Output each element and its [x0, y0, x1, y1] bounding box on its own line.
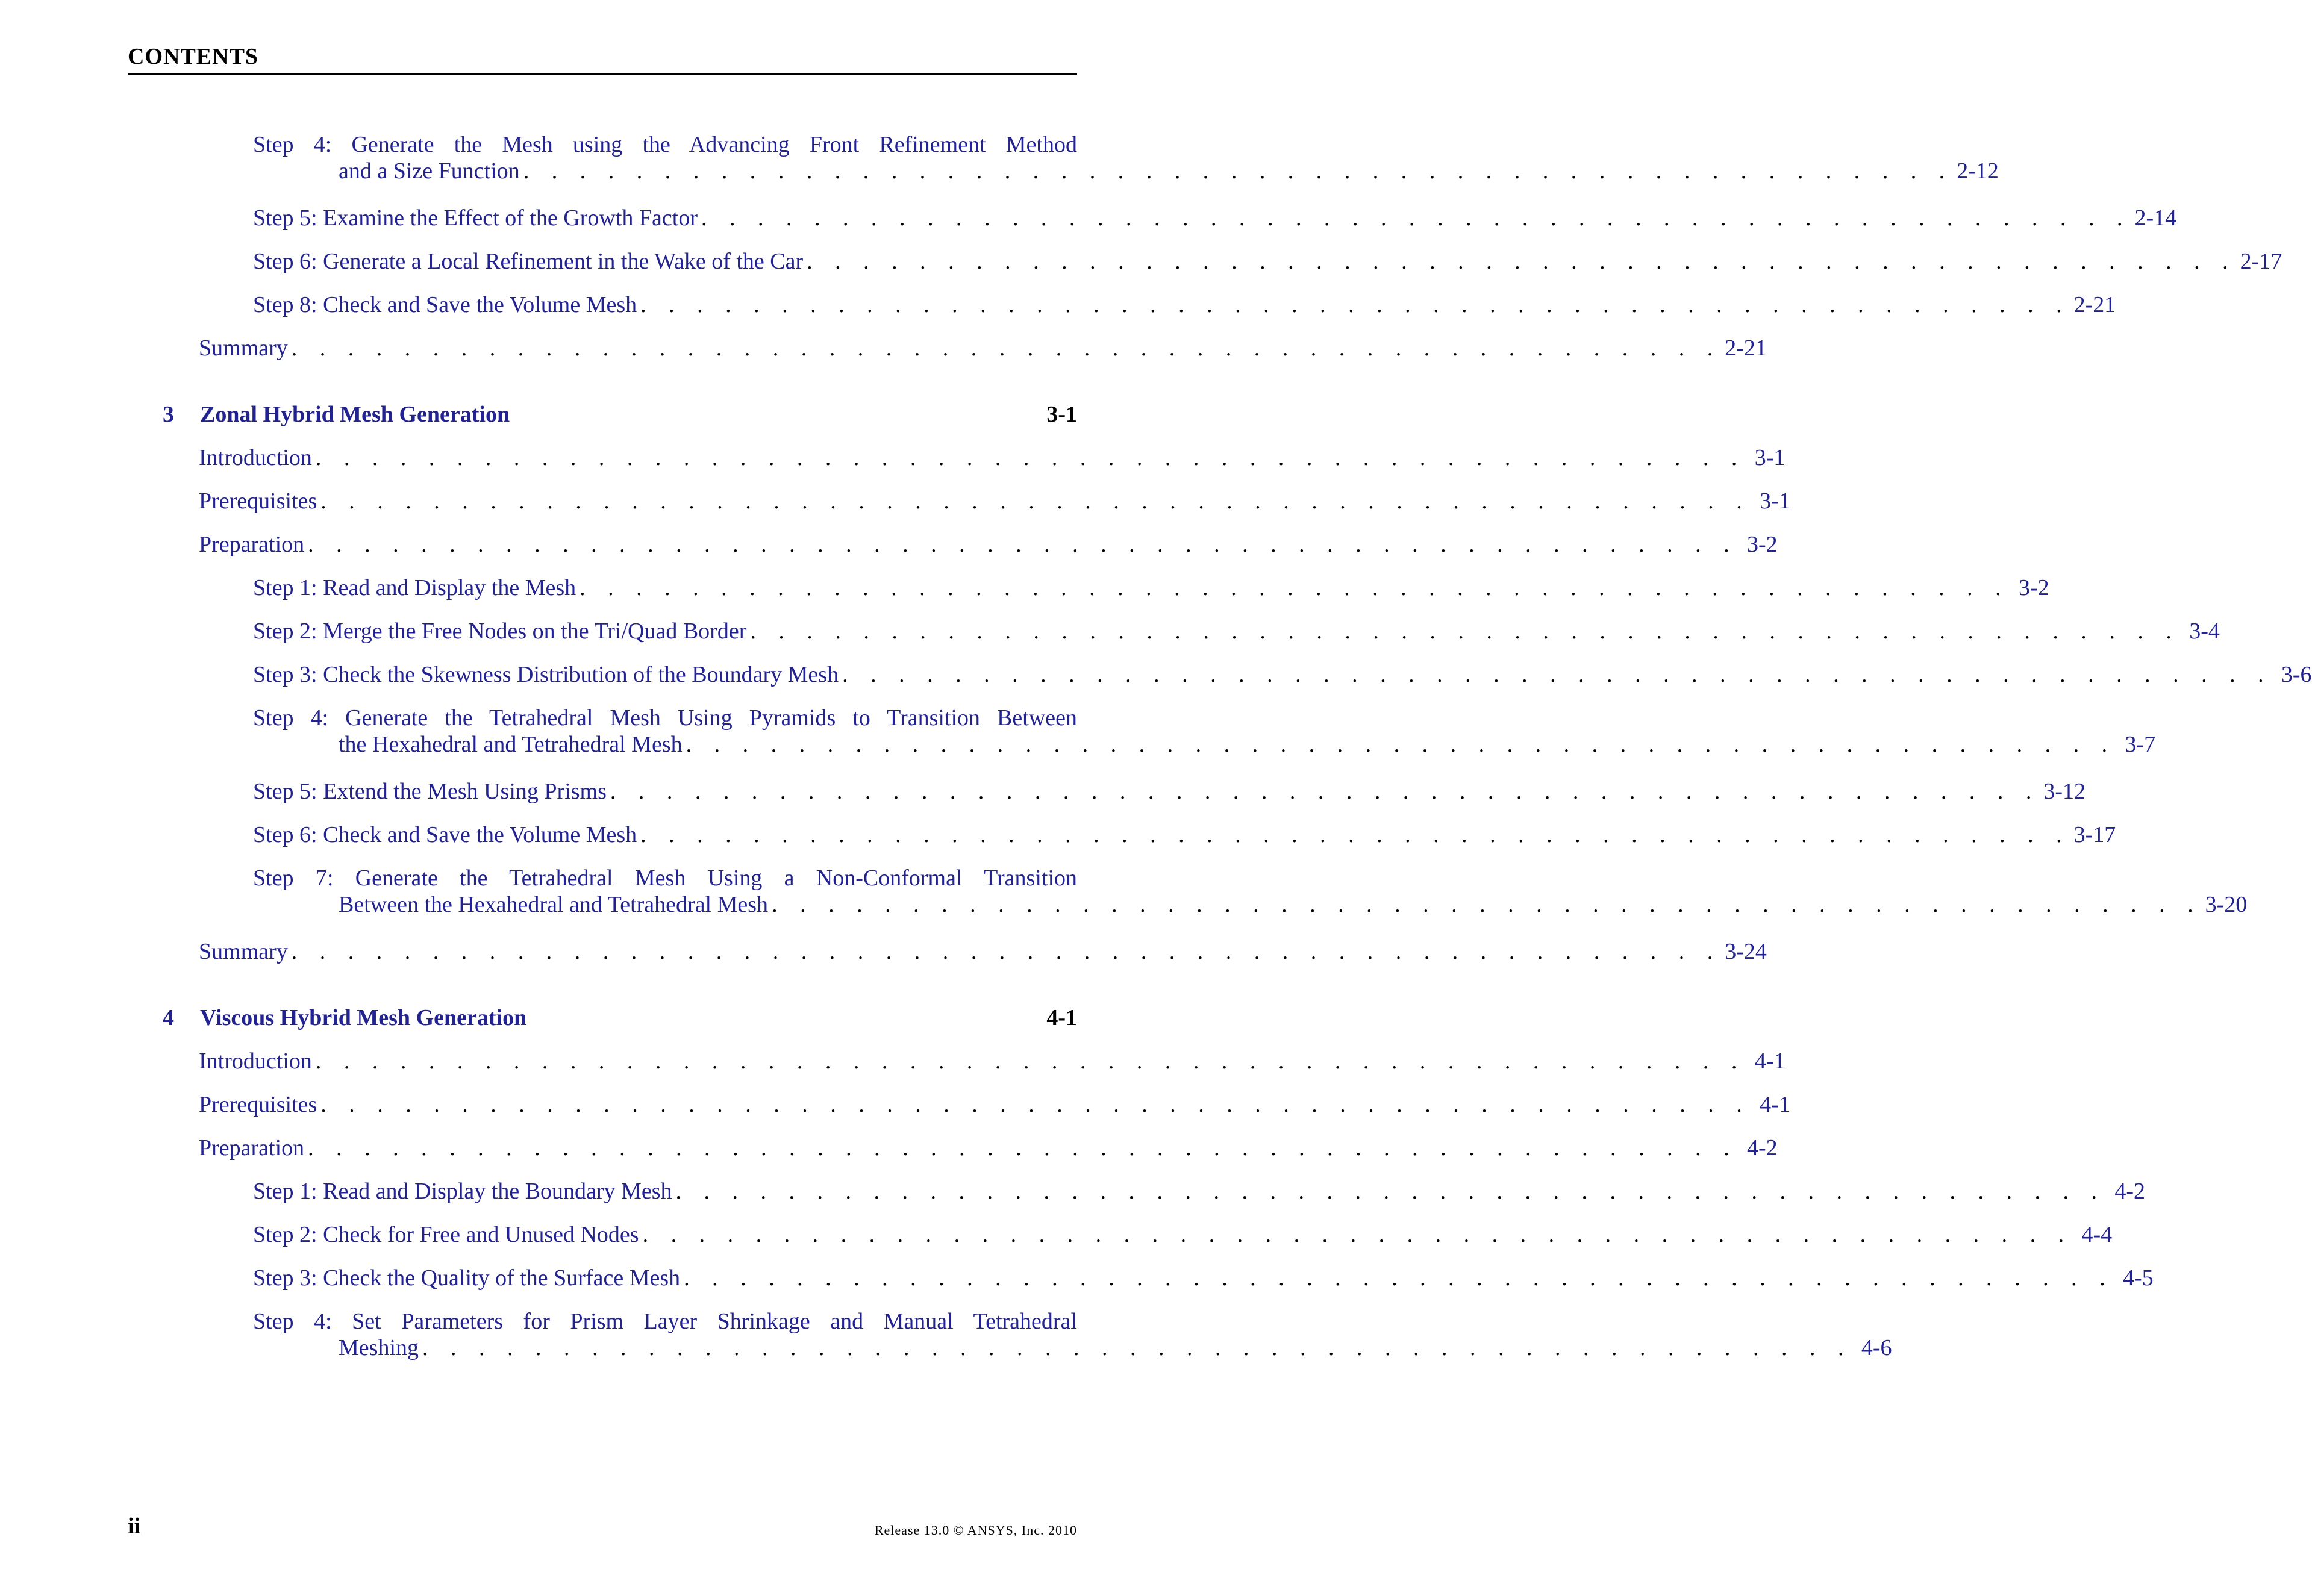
- toc-entry-title: Summary: [199, 939, 288, 964]
- toc-entry-title: Step 2: Merge the Free Nodes on the Tri/Quad Border: [253, 619, 747, 644]
- toc-entry-line1: Step 4: Generate the Mesh using the Advancing Front Refinement Method: [253, 132, 1077, 157]
- toc-entry-ch3-prerequisites[interactable]: [199, 488, 1790, 514]
- toc-entry-page: 3-1: [1754, 445, 1786, 470]
- toc-entry-ch3-step5[interactable]: [253, 778, 2086, 805]
- toc-entry-title: Between the Hexahedral and Tetrahedral Mesh: [339, 892, 769, 917]
- toc-entry-title: Introduction: [199, 1049, 312, 1074]
- toc-entry-ch4-step2[interactable]: [253, 1221, 2113, 1248]
- toc-entry-ch2-summary[interactable]: [199, 335, 1767, 361]
- dot-leader: . . . . . . . . . . . . . . . . . . . . . . . . . . . . . . . . . . . . . . . . . . . . . . . . . . .: [580, 575, 2010, 600]
- dot-leader: . . . . . . . . . . . . . . . . . . . . . . . . . . . . . . . . . . . . . . . . . . . . . . . . . . .: [291, 335, 1722, 361]
- toc-entry-ch3-summary[interactable]: [199, 938, 1767, 965]
- dot-leader: . . . . . . . . . . . . . . . . . . . . . . . . . . . . . . . . . . . . . . . . . . . . . . . . . . .: [675, 1179, 2106, 1204]
- dot-leader: . . . . . . . . . . . . . . . . . . . . . . . . . . . . . . . . . . . . . . . . . . . . . . . . . . .: [308, 1135, 1738, 1161]
- toc-entry-ch2-step8[interactable]: [253, 291, 2116, 318]
- dot-leader: . . . . . . . . . . . . . . . . . . . . . . . . . . . . . . . . . . . . . . . . . . . . . . . . . . .: [523, 158, 1954, 184]
- dot-leader: . . . . . . . . . . . . . . . . . . . . . . . . . . . . . . . . . . . . . . . . . . . . . . . . . . .: [640, 292, 2070, 317]
- dot-leader: . . . . . . . . . . . . . . . . . . . . . . . . . . . . . . . . . . . . . . . . . . . . . . . . . . .: [291, 939, 1722, 964]
- toc-entry-line1: Step 4: Generate the Tetrahedral Mesh Using Pyramids to Transition Between: [253, 705, 1077, 731]
- dot-leader: . . . . . . . . . . . . . . . . . . . . . . . . . . . . . . . . . . . . . . . . . . . . . . . . . . .: [842, 662, 2272, 687]
- toc-entry-page: 3-2: [1747, 532, 1778, 557]
- toc-entry-ch4-prerequisites[interactable]: [199, 1091, 1790, 1118]
- toc-entry-page: 4-1: [1760, 1092, 1790, 1117]
- chapter-number: 4: [163, 1005, 174, 1030]
- toc-entry-page: 3-20: [2205, 892, 2248, 917]
- dot-leader: . . . . . . . . . . . . . . . . . . . . . . . . . . . . . . . . . . . . . . . . . . . . . . . . . . .: [422, 1335, 1852, 1361]
- toc-entry-title: Preparation: [199, 532, 305, 557]
- chapter-page: 4-1: [1046, 1005, 1077, 1030]
- dot-leader: . . . . . . . . . . . . . . . . . . . . . . . . . . . . . . . . . . . . . . . . . . . . . . . . . . .: [686, 732, 2116, 757]
- toc-entry-ch3-step4[interactable]: [253, 705, 2156, 758]
- toc-entry-page: 3-1: [1760, 488, 1790, 514]
- toc-entry-title: Step 5: Examine the Effect of the Growth Factor: [253, 205, 698, 231]
- dot-leader: . . . . . . . . . . . . . . . . . . . . . . . . . . . . . . . . . . . . . . . . . . . . . . . . . . .: [642, 1222, 2073, 1247]
- toc-entry-page: 2-21: [2073, 292, 2116, 317]
- toc-entry-page: 4-4: [2081, 1222, 2113, 1247]
- toc-entry-title: Step 1: Read and Display the Boundary Mesh: [253, 1179, 672, 1204]
- dot-leader: . . . . . . . . . . . . . . . . . . . . . . . . . . . . . . . . . . . . . . . . . . . . . . . . . . .: [320, 488, 1751, 514]
- toc-entry-ch4-step3[interactable]: [253, 1265, 2154, 1291]
- dot-leader: . . . . . . . . . . . . . . . . . . . . . . . . . . . . . . . . . . . . . . . . . . . . . . . . . . .: [750, 619, 2180, 644]
- toc-entry-page: 2-17: [2240, 249, 2282, 274]
- toc-entry-page: 3-24: [1725, 939, 1767, 964]
- toc-entry-page: 3-6: [2281, 662, 2312, 687]
- toc-entry-page: 3-4: [2189, 619, 2220, 644]
- chapter-number: 3: [163, 402, 174, 427]
- toc-entry-title: Preparation: [199, 1135, 305, 1161]
- toc-entry-page: 4-6: [1861, 1335, 1892, 1361]
- dot-leader: . . . . . . . . . . . . . . . . . . . . . . . . . . . . . . . . . . . . . . . . . . . . . . . . . . .: [320, 1092, 1751, 1117]
- toc-entry-page: 3-7: [2125, 732, 2156, 757]
- footer-page-number: ii: [128, 1513, 141, 1539]
- toc-entry-ch3-step2[interactable]: [253, 618, 2220, 644]
- dot-leader: . . . . . . . . . . . . . . . . . . . . . . . . . . . . . . . . . . . . . . . . . . . . . . . . . . .: [640, 822, 2070, 847]
- toc-entry-title: Step 1: Read and Display the Mesh: [253, 575, 576, 600]
- toc-entry-ch4-preparation[interactable]: [199, 1135, 1778, 1161]
- page-header: [128, 41, 1077, 75]
- toc-entry-ch4-step4[interactable]: [253, 1308, 1892, 1361]
- toc-entry-ch2-step5[interactable]: [253, 205, 2177, 231]
- footer-release: Release 13.0 © ANSYS, Inc. 2010: [874, 1523, 1077, 1538]
- toc-entry-title: Step 6: Check and Save the Volume Mesh: [253, 822, 637, 847]
- toc-entry-title: and a Size Function: [339, 158, 520, 184]
- dot-leader: . . . . . . . . . . . . . . . . . . . . . . . . . . . . . . . . . . . . . . . . . . . . . . . . . . .: [684, 1265, 2114, 1291]
- toc-entry-title: Step 6: Generate a Local Refinement in the Wake of the Car: [253, 249, 804, 274]
- dot-leader: . . . . . . . . . . . . . . . . . . . . . . . . . . . . . . . . . . . . . . . . . . . . . . . . . . .: [315, 445, 1746, 470]
- toc-entry-title: Summary: [199, 335, 288, 361]
- toc-entry-page: 4-2: [2114, 1179, 2146, 1204]
- toc-entry-ch4-introduction[interactable]: [199, 1048, 1786, 1074]
- toc-entry-page: 4-1: [1754, 1049, 1786, 1074]
- toc-entry-page: 3-12: [2043, 779, 2086, 804]
- toc-entry-page: 2-21: [1725, 335, 1767, 361]
- toc-entry-page: 2-14: [2134, 205, 2177, 231]
- chapter-title: Zonal Hybrid Mesh Generation: [200, 402, 510, 427]
- toc-entry-ch3-step3[interactable]: [253, 661, 2312, 688]
- toc-entry-title: the Hexahedral and Tetrahedral Mesh: [339, 732, 683, 757]
- toc-entry-ch2-step6[interactable]: [253, 248, 2282, 275]
- toc-entry-ch2-step4[interactable]: [253, 131, 1999, 184]
- dot-leader: . . . . . . . . . . . . . . . . . . . . . . . . . . . . . . . . . . . . . . . . . . . . . . . . . . .: [610, 779, 2040, 804]
- toc-entry-line1: Step 4: Set Parameters for Prism Layer Shrinkage and Manual Tetrahedral: [253, 1309, 1077, 1334]
- toc-entry-title: Step 3: Check the Skewness Distribution of the Boundary Mesh: [253, 662, 839, 687]
- toc-entry-title: Introduction: [199, 445, 312, 470]
- toc-entry-ch4-step1[interactable]: [253, 1178, 2146, 1205]
- toc-entry-ch3-step7[interactable]: [253, 865, 2248, 918]
- toc-entry-page: 3-2: [2018, 575, 2049, 600]
- toc-entry-line1: Step 7: Generate the Tetrahedral Mesh Using a Non-Conformal Transition: [253, 865, 1077, 891]
- toc-entry-title: Step 5: Extend the Mesh Using Prisms: [253, 779, 607, 804]
- toc-entry-title: Meshing: [339, 1335, 419, 1361]
- toc-entry-ch3-step1[interactable]: [253, 575, 2049, 601]
- chapter-page: 3-1: [1046, 402, 1077, 427]
- toc-entry-title: Step 2: Check for Free and Unused Nodes: [253, 1222, 639, 1247]
- dot-leader: . . . . . . . . . . . . . . . . . . . . . . . . . . . . . . . . . . . . . . . . . . . . . . . . . . .: [772, 892, 2202, 917]
- toc-entry-title: Step 3: Check the Quality of the Surface Mesh: [253, 1265, 681, 1291]
- toc-entry-ch3-step6[interactable]: [253, 821, 2116, 848]
- dot-leader: . . . . . . . . . . . . . . . . . . . . . . . . . . . . . . . . . . . . . . . . . . . . . . . . . . .: [308, 532, 1738, 557]
- toc-entry-page: 3-17: [2073, 822, 2116, 847]
- dot-leader: . . . . . . . . . . . . . . . . . . . . . . . . . . . . . . . . . . . . . . . . . . . . . . . . . . .: [807, 249, 2237, 274]
- toc-entry-page: 4-2: [1747, 1135, 1778, 1161]
- chapter-title: Viscous Hybrid Mesh Generation: [200, 1005, 527, 1030]
- header-title: CONTENTS: [128, 44, 259, 69]
- toc-entry-page: 4-5: [2123, 1265, 2154, 1291]
- toc-entry-title: Prerequisites: [199, 488, 317, 514]
- toc-entry-page: 2-12: [1957, 158, 1999, 184]
- toc-entry-title: Prerequisites: [199, 1092, 317, 1117]
- toc-entry-title: Step 8: Check and Save the Volume Mesh: [253, 292, 637, 317]
- toc-entry-ch3-introduction[interactable]: [199, 444, 1786, 471]
- dot-leader: . . . . . . . . . . . . . . . . . . . . . . . . . . . . . . . . . . . . . . . . . . . . . . . . . . .: [315, 1049, 1746, 1074]
- toc-entry-ch3-preparation[interactable]: [199, 531, 1778, 558]
- dot-leader: . . . . . . . . . . . . . . . . . . . . . . . . . . . . . . . . . . . . . . . . . . . . . . . . . . .: [701, 205, 2131, 231]
